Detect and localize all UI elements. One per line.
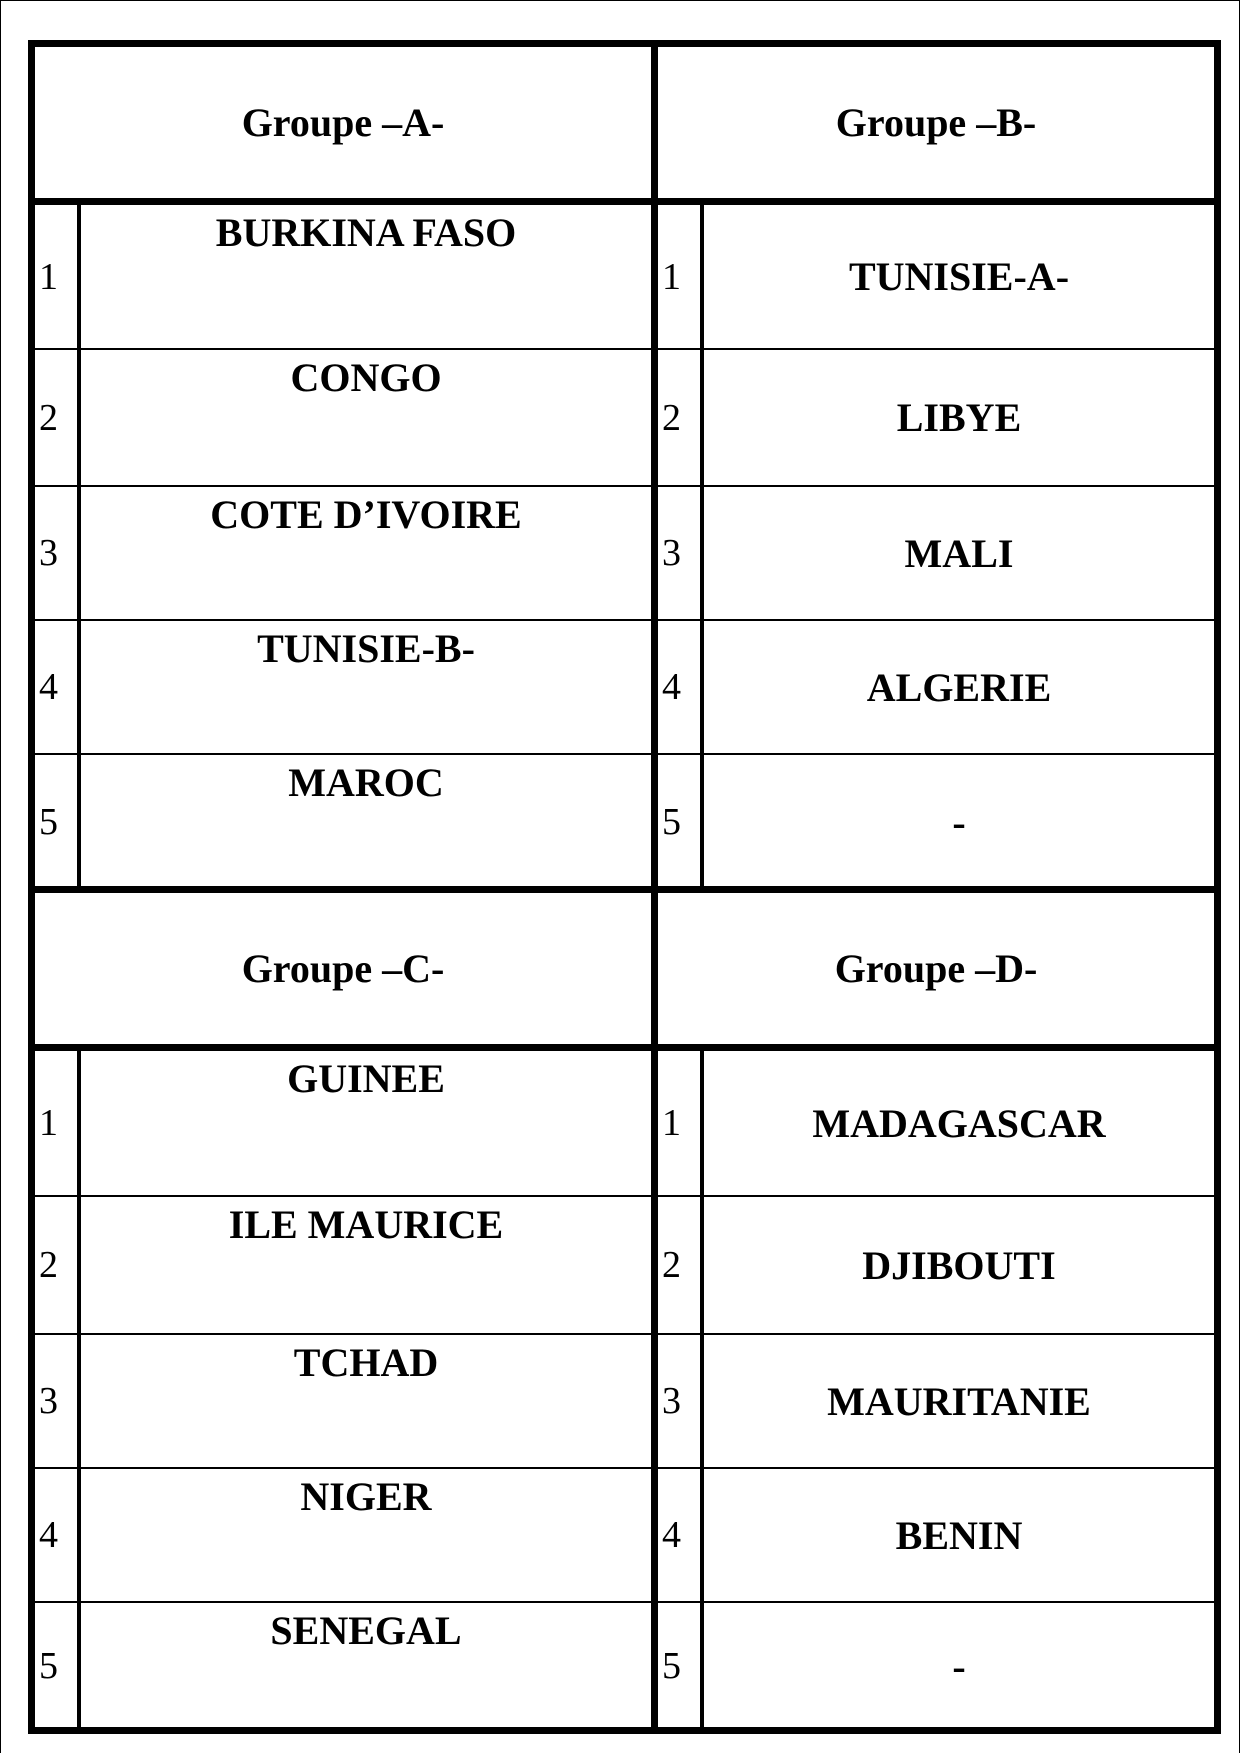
group-title: Groupe –B-: [658, 47, 1214, 205]
team-name: DJIBOUTI: [862, 1242, 1056, 1288]
team-name: MADAGASCAR: [812, 1100, 1106, 1146]
team-rank: 5: [658, 1603, 704, 1729]
group-b: [658, 47, 1214, 886]
group-title: Groupe –D-: [658, 893, 1214, 1051]
team-row: [35, 1051, 651, 1197]
team-rank: 4: [658, 1469, 704, 1601]
team-row: [658, 1197, 1214, 1335]
team-name: NIGER: [300, 1474, 432, 1519]
team-row: [658, 487, 1214, 621]
team-name: SENEGAL: [270, 1608, 462, 1653]
team-row: [658, 350, 1214, 487]
team-name: TCHAD: [293, 1340, 439, 1385]
team-row: [658, 755, 1214, 889]
team-row: [658, 621, 1214, 755]
groups-table-top: [28, 40, 1221, 893]
team-name: MAROC: [288, 760, 444, 805]
team-rank: 2: [35, 350, 81, 485]
team-rank: 2: [35, 1197, 81, 1333]
team-name: BURKINA FASO: [215, 210, 517, 255]
team-rank: 3: [35, 487, 81, 619]
team-name: TUNISIE-A-: [848, 254, 1070, 299]
team-rank: 1: [35, 205, 81, 348]
team-row: [35, 1197, 651, 1335]
team-name: COTE D’IVOIRE: [210, 492, 522, 537]
team-rank: 1: [658, 1051, 704, 1195]
group-d: [658, 893, 1214, 1727]
team-rank: 1: [658, 205, 704, 348]
team-name: BENIN: [895, 1512, 1023, 1558]
team-row: [35, 621, 651, 755]
team-row: [35, 755, 651, 889]
team-row: [658, 1335, 1214, 1469]
team-row: [35, 350, 651, 487]
group-a: [35, 47, 658, 886]
team-rank: 4: [35, 1469, 81, 1601]
team-rank: 2: [658, 350, 704, 485]
groups-table-bottom: [28, 886, 1221, 1734]
team-row: [35, 205, 651, 350]
team-rank: 3: [35, 1335, 81, 1467]
team-name: ALGERIE: [866, 664, 1052, 710]
team-rank: 5: [658, 755, 704, 889]
team-rank: 3: [658, 487, 704, 619]
team-row: [35, 487, 651, 621]
team-name: -: [952, 1643, 966, 1689]
group-title: Groupe –A-: [35, 47, 651, 205]
team-rank: 3: [658, 1335, 704, 1467]
team-name: -: [952, 799, 966, 845]
team-row: [658, 1603, 1214, 1729]
team-name: MALI: [904, 530, 1014, 576]
team-rank: 4: [35, 621, 81, 753]
group-title: Groupe –C-: [35, 893, 651, 1051]
team-name: TUNISIE-B-: [257, 626, 475, 671]
team-row: [35, 1469, 651, 1603]
team-name: LIBYE: [896, 395, 1022, 440]
team-name: CONGO: [290, 355, 442, 400]
team-name: ILE MAURICE: [228, 1202, 504, 1247]
team-row: [35, 1335, 651, 1469]
group-c: [35, 893, 658, 1727]
team-row: [658, 1469, 1214, 1603]
team-rank: 2: [658, 1197, 704, 1333]
team-rank: 5: [35, 1603, 81, 1729]
team-rank: 5: [35, 755, 81, 889]
team-rank: 4: [658, 621, 704, 753]
team-rank: 1: [35, 1051, 81, 1195]
team-name: GUINEE: [287, 1056, 445, 1101]
team-row: [35, 1603, 651, 1729]
team-row: [658, 1051, 1214, 1197]
team-name: MAURITANIE: [827, 1378, 1091, 1424]
team-row: [658, 205, 1214, 350]
